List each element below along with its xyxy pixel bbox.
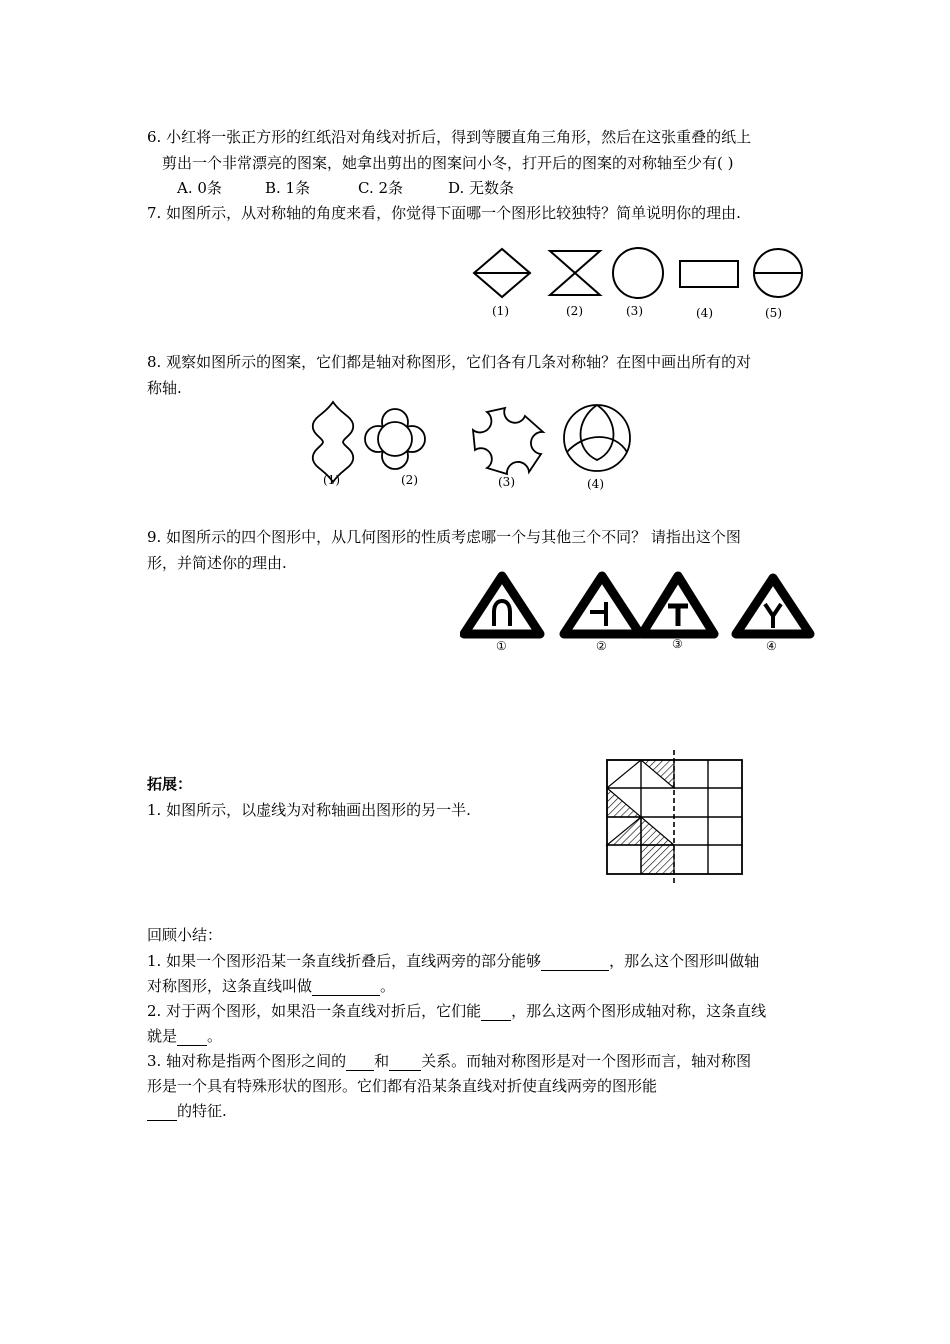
q6-line2: 剪出一个非常漂亮的图案，她拿出剪出的图案问小冬，打开后的图案的对称轴至少有( ) — [162, 154, 734, 172]
q7-text: 7. 如图所示，从对称轴的角度来看，你觉得下面哪一个图形比较独特？简单说明你的理由. — [147, 204, 741, 222]
q6-option-d: D. 无数条 — [448, 179, 515, 197]
q9-sign-1 — [464, 576, 540, 634]
review-line-4 — [147, 1026, 222, 1046]
q9-line1: 9. 如图所示的四个图形中，从几何图形的性质考虑哪一个与其他三个不同？ 请指出这个图 — [147, 528, 741, 546]
review-text: 3. 轴对称是指两个图形之间的 — [147, 1052, 347, 1070]
q9-figures — [460, 568, 815, 663]
q8-label-3: (3) — [498, 475, 515, 489]
q9-line2: 形，并简述你的理由. — [147, 554, 287, 572]
q8-label-2: (2) — [401, 473, 418, 487]
answer-blank[interactable] — [481, 1004, 511, 1021]
q7-shape-1 — [474, 249, 530, 297]
extension-q1: 1. 如图所示，以虚线为对称轴画出图形的另一半. — [147, 801, 471, 819]
review-line-7 — [147, 1101, 227, 1121]
review-line-1 — [147, 951, 759, 971]
answer-blank[interactable] — [389, 1054, 421, 1071]
q8-shape-2 — [365, 409, 425, 469]
review-text: 就是 — [147, 1027, 178, 1045]
q8-shape-1 — [313, 402, 353, 482]
review-text: 关系。而轴对称图形是对一个图形而言，轴对称图 — [421, 1052, 752, 1070]
review-text: 1. 如果一个图形沿某一条直线折叠后，直线两旁的部分能够 — [147, 952, 542, 970]
answer-blank[interactable] — [312, 979, 380, 996]
review-text: ，那么这个图形叫做轴 — [609, 952, 760, 970]
q8-shape-4 — [564, 405, 630, 471]
review-line-5 — [147, 1051, 751, 1071]
q6-option-a: A. 0条 — [177, 179, 222, 197]
review-text: 。 — [207, 1027, 223, 1045]
review-line-2 — [147, 976, 395, 996]
review-text: 。 — [380, 977, 396, 995]
q6-line1: 6. 小红将一张正方形的红纸沿对角线对折后，得到等腰直角三角形，然后在这张重叠的纸上 — [147, 128, 752, 146]
review-text: 的特征. — [177, 1102, 227, 1120]
q9-label-4: ④ — [766, 639, 777, 653]
q7-shape-5 — [754, 249, 802, 297]
q8-line1: 8. 观察如图所示的图案，它们都是轴对称图形，它们各有几条对称轴？在图中画出所有的对 — [147, 353, 752, 371]
review-text: 2. 对于两个图形，如果沿一条直线对折后，它们能 — [147, 1002, 482, 1020]
q7-shape-3 — [613, 248, 663, 298]
q9-sign-4 — [736, 578, 810, 634]
review-line-6: 形是一个具有特殊形状的图形。它们都有沿某条直线对折使直线两旁的图形能 — [147, 1077, 658, 1095]
q9-label-1: ① — [496, 639, 507, 653]
answer-blank[interactable] — [147, 1104, 177, 1121]
q8-label-1: (1) — [323, 473, 340, 487]
q7-shape-4 — [680, 261, 738, 287]
q7-shape-2 — [550, 251, 600, 295]
extension-grid-figure — [600, 745, 750, 885]
extension-heading: 拓展： — [147, 775, 193, 793]
q7-label-4: (4) — [696, 306, 713, 320]
review-text: 对称图形，这条直线叫做 — [147, 977, 313, 995]
q8-shape-3 — [473, 408, 543, 474]
q9-label-2: ② — [596, 639, 607, 653]
q7-label-2: (2) — [566, 304, 583, 318]
answer-blank[interactable] — [541, 954, 609, 971]
q8-figures — [295, 390, 645, 495]
review-text: ，那么这两个图形成轴对称，这条直线 — [511, 1002, 767, 1020]
review-heading: 回顾小结： — [147, 926, 223, 944]
review-line-3 — [147, 1001, 766, 1021]
q7-label-1: (1) — [492, 304, 509, 318]
q9-label-3: ③ — [672, 637, 683, 651]
q7-label-3: (3) — [626, 304, 643, 318]
q8-label-4: (4) — [587, 477, 604, 491]
q9-sign-3 — [642, 576, 714, 634]
review-text: 和 — [374, 1052, 390, 1070]
answer-blank[interactable] — [346, 1054, 374, 1071]
q6-option-b: B. 1条 — [265, 179, 311, 197]
answer-blank[interactable] — [177, 1029, 207, 1046]
q9-sign-2 — [564, 576, 640, 634]
q6-option-c: C. 2条 — [358, 179, 404, 197]
q7-figures — [460, 235, 810, 330]
q8-line2: 称轴. — [147, 379, 182, 397]
q7-label-5: (5) — [765, 306, 782, 320]
